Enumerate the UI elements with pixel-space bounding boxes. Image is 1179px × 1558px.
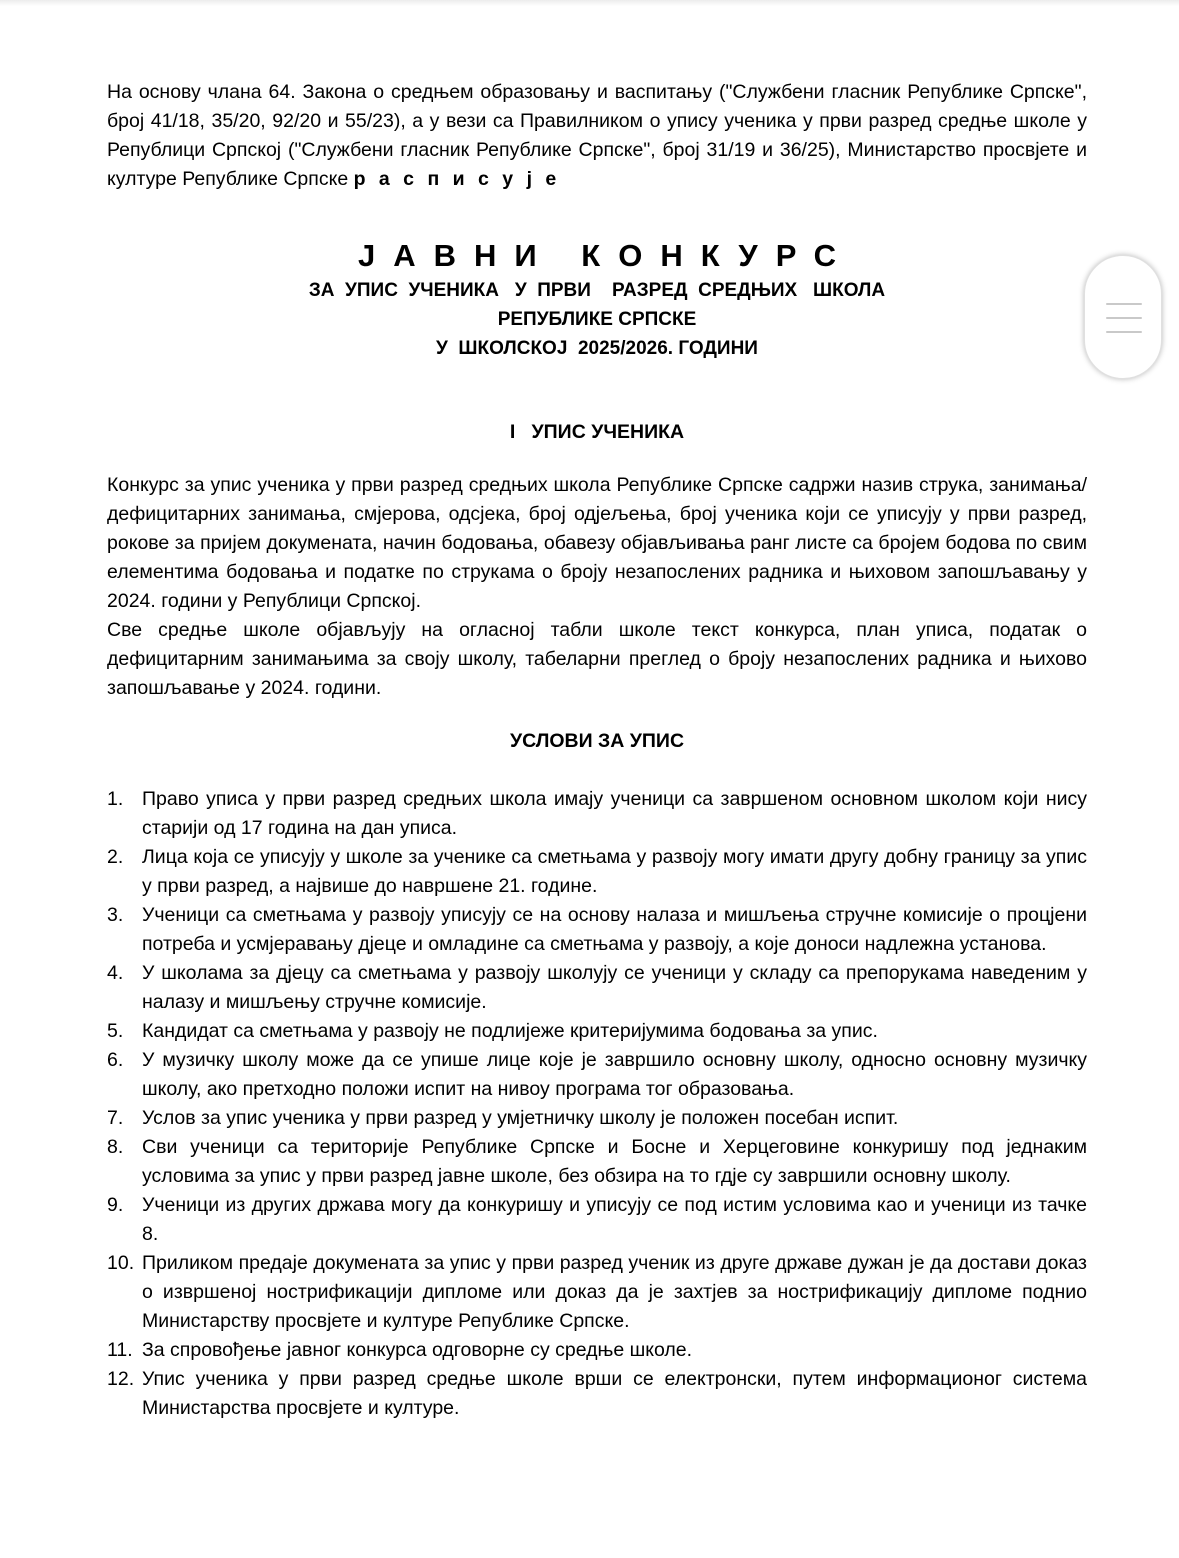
list-item (107, 1104, 1087, 1133)
section1-paragraph-2: Све средње школе објављују на огласној табли школе текст конкурса, план уписа, податак о дефицитарним занимањима за своју школу, табеларни преглед о броју незапослених радника и њихово запошљавање у 2024. години. (107, 619, 1087, 699)
conditions-list (107, 785, 1087, 1423)
intro-paragraph (107, 78, 1087, 194)
list-item-number: 9. (107, 1194, 124, 1216)
list-item-text: Сви ученици са територије Републике Српске и Босне и Херцеговине конкуришу под једнаким условима за упис у први разред јавне школе, без обзира на то гдје су завршили основну школу. (142, 1136, 1087, 1187)
title-subline-3: У ШКОЛСКОЈ 2025/2026. ГОДИНИ (436, 338, 758, 359)
list-item-number: 4. (107, 962, 124, 984)
list-item (107, 1365, 1087, 1423)
intro-emphasis: р а с п и с у ј е (353, 168, 561, 190)
top-edge-shadow (0, 0, 1179, 6)
list-item-text: У школама за дјецу са сметњама у развоју школују се ученици у складу са препорукама наведеним у налазу и мишљењу стручне комисије. (142, 962, 1087, 1013)
list-item-number: 1. (107, 788, 124, 810)
list-item (107, 1046, 1087, 1104)
list-item-number: 7. (107, 1107, 124, 1129)
list-item-text: Упис ученика у први разред средње школе врши се електронски, путем информационог система Министарства просвјете и културе. (142, 1368, 1087, 1419)
list-item (107, 843, 1087, 901)
list-item-number: 3. (107, 904, 124, 926)
list-item (107, 1191, 1087, 1249)
title-subline-2: РЕПУБЛИКЕ СРПСКЕ (497, 309, 697, 330)
list-item-text: Лица која се уписују у школе за ученике са сметњама у развоју могу имати другу добну границу за упис у први разред, а највише до навршене 21. године. (142, 846, 1087, 897)
list-item (107, 959, 1087, 1017)
document-page (107, 78, 1087, 1423)
list-item-text: Кандидат са сметњама у развоју не подлијеже критеријумима бодовања за упис. (142, 1020, 878, 1042)
list-item-text: У музичку школу може да се упише лице које је завршило основну школу, односно основну музичку школу, ако претходно положи испит на нивоу програма тог образовања. (142, 1049, 1087, 1100)
list-item-text: Приликом предаје докумената за упис у први разред ученик из друге државе дужан је да достави доказ о извршеној нострификацији дипломе или доказ да је захтјев за нострификацију дипломе поднио Министарству просвјете и културе Републике Српске. (142, 1252, 1087, 1332)
list-item-number: 2. (107, 846, 124, 868)
section-heading-enrollment: I УПИС УЧЕНИКА (509, 421, 685, 443)
list-item-number: 10. (107, 1252, 135, 1274)
section-heading-conditions: УСЛОВИ ЗА УПИС (509, 730, 685, 752)
title-subline-1: ЗА УПИС УЧЕНИКА У ПРВИ РАЗРЕД СРЕДЊИХ ШКОЛА (308, 280, 886, 301)
list-item-number: 12. (107, 1368, 135, 1390)
title-block (107, 236, 1087, 363)
list-item-text: Право уписа у први разред средњих школа имају ученици са завршеном основном школом који нису старији од 17 година на дан уписа. (142, 788, 1087, 839)
list-item (107, 1249, 1087, 1336)
list-item (107, 1336, 1087, 1365)
list-item-text: За спровођење јавног конкурса одговорне су средње школе. (142, 1339, 693, 1361)
floating-menu-button[interactable] (1084, 255, 1162, 379)
list-item-number: 5. (107, 1020, 124, 1042)
intro-text: На основу члана 64. Закона о средњем образовању и васпитању ("Службени гласник Републике Српске", број 41/18, 35/20, 92/20 и 55/23), а у вези са Правилником о упису ученика у први разред средње школе у Републици Српској ("Службени гласник Републике Српске", број 31/19 и 36/25), Министарство просвјете и културе Републике Српске (107, 81, 1087, 190)
list-item (107, 1017, 1087, 1046)
list-item-text: Услов за упис ученика у први разред у умјетничку школу је положен посебан испит. (142, 1107, 899, 1129)
list-item-number: 11. (107, 1339, 133, 1361)
list-item-number: 8. (107, 1136, 124, 1158)
list-item-text: Ученици из других држава могу да конкуришу и уписују се под истим условима као и ученици из тачке 8. (142, 1194, 1087, 1245)
list-item (107, 1133, 1087, 1191)
list-item (107, 901, 1087, 959)
list-item (107, 785, 1087, 843)
list-item-text: Ученици са сметњама у развоју уписују се на основу налаза и мишљења стручне комисије о процјени потреба и усмјеравању дјеце и омладине са сметњама у развоју, а које доноси надлежна установа. (142, 904, 1087, 955)
page-title: ЈАВНИ КОНКУРС (358, 238, 854, 273)
section1-paragraph-1: Конкурс за упис ученика у први разред средњих школа Републике Српске садржи назив струка, занимања/дефицитарних занимања, смјерова, одсјека, број одјељења, број ученика који се уписују у први разред, рокове за пријем докумената, начин бодовања, обавезу објављивања ранг листе са бројем бодова по свим елементима бодовања и податке по струкама о броју незапослених радника и њиховом запошљавању у 2024. години у Републици Српској. (107, 474, 1087, 612)
list-item-number: 6. (107, 1049, 124, 1071)
